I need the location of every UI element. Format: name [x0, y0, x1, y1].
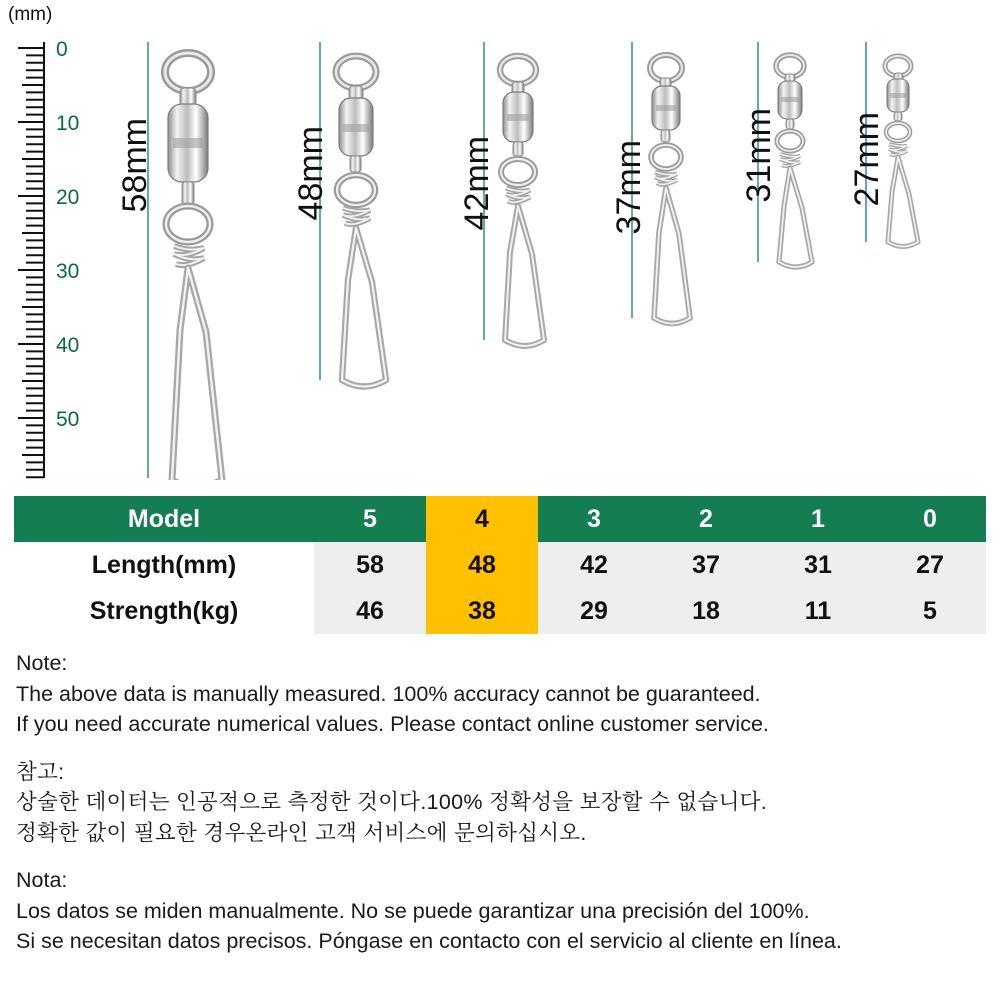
strength-value-5: 46	[314, 588, 426, 634]
note-line2-es: Si se necesitan datos precisos. Póngase en contacto con el servicio al cliente en línea.	[16, 929, 842, 954]
ruler-tick-20: 20	[56, 186, 80, 209]
model-value-0: 0	[874, 496, 986, 542]
strength-value-1: 11	[762, 588, 874, 634]
length-value-0: 27	[874, 542, 986, 588]
table-header-model: Model	[14, 496, 314, 542]
product-size-diagram	[0, 0, 1000, 490]
length-value-3: 42	[538, 542, 650, 588]
note-block-spanish	[16, 865, 986, 957]
note-title-ko: 참고:	[16, 759, 65, 784]
ruler-tick-10: 10	[56, 112, 80, 135]
length-value-4: 48	[426, 542, 538, 588]
notes-section	[16, 648, 986, 974]
ruler-tick-40: 40	[56, 334, 80, 357]
swivel-item-31mm	[732, 40, 842, 325]
swivel-item-27mm	[840, 40, 950, 305]
note-line1-ko: 상술한 데이터는 인공적으로 측정한 것이다.100% 정확성을 보장할 수 없습니다.	[16, 790, 767, 815]
model-value-1: 1	[762, 496, 874, 542]
swivel-drawing-58mm	[110, 40, 260, 480]
specification-table	[14, 496, 986, 634]
swivel-item-58mm	[110, 40, 260, 485]
note-line2-ko: 정확한 값이 필요한 경우온라인 고객 서비스에 문의하십시오.	[16, 820, 587, 845]
ruler-tick-0: 0	[56, 40, 68, 61]
swivel-size-label-31mm: 31mm	[740, 108, 778, 203]
strength-value-0: 5	[874, 588, 986, 634]
swivel-size-label-42mm: 42mm	[458, 136, 496, 231]
note-title-es: Nota:	[16, 868, 68, 893]
length-value-5: 58	[314, 542, 426, 588]
strength-value-2: 18	[650, 588, 762, 634]
swivel-drawing-48mm	[286, 40, 426, 440]
table-rowhead-strength: Strength(kg)	[14, 588, 314, 634]
unit-label: (mm)	[8, 4, 53, 25]
note-block-korean	[16, 757, 986, 849]
table-rowhead-length: Length(mm)	[14, 542, 314, 588]
ruler-tick-50: 50	[56, 408, 80, 431]
table-row	[14, 588, 986, 634]
note-title-en: Note:	[16, 651, 68, 675]
swivel-size-label-48mm: 48mm	[292, 126, 330, 221]
swivel-item-37mm	[604, 40, 724, 375]
table-row	[14, 542, 986, 588]
strength-value-3: 29	[538, 588, 650, 634]
model-value-4: 4	[426, 496, 538, 542]
table-row	[14, 496, 986, 542]
model-value-5: 5	[314, 496, 426, 542]
note-line2-en: If you need accurate numerical values. Please contact online customer service.	[16, 712, 769, 737]
swivel-size-label-37mm: 37mm	[610, 140, 648, 235]
strength-value-4: 38	[426, 588, 538, 634]
length-value-1: 31	[762, 542, 874, 588]
length-value-2: 37	[650, 542, 762, 588]
swivel-size-label-58mm: 58mm	[116, 118, 154, 213]
note-block-english	[16, 648, 986, 740]
swivel-size-label-27mm: 27mm	[848, 112, 886, 207]
ruler-tick-30: 30	[56, 260, 80, 283]
note-line1-en: The above data is manually measured. 100% accuracy cannot be guaranteed.	[16, 681, 761, 706]
model-value-2: 2	[650, 496, 762, 542]
swivel-item-48mm	[286, 40, 426, 445]
swivel-item-42mm	[452, 40, 582, 405]
ruler-scale	[14, 40, 114, 480]
note-line1-es: Los datos se miden manualmente. No se puede garantizar una precisión del 100%.	[16, 898, 810, 923]
model-value-3: 3	[538, 496, 650, 542]
